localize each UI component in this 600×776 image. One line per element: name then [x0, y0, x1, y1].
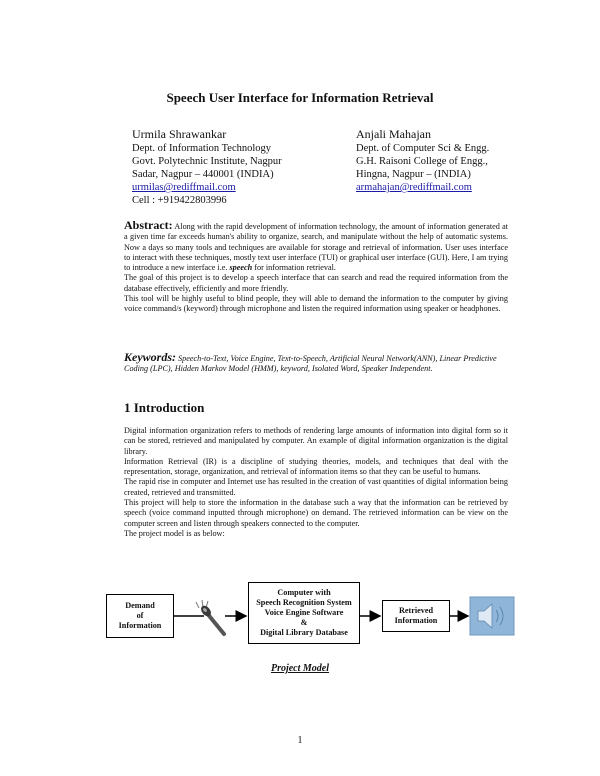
box-label-line: Retrieved — [398, 606, 434, 615]
microphone-icon — [196, 600, 224, 634]
author-email-link[interactable]: urmilas@rediffmail.com — [132, 182, 236, 193]
author-phone: Cell : +919422803996 — [132, 195, 227, 206]
abstract-paragraph: The goal of this project is to develop a speech interface that can search and read the required information from the database effectively, efficiently and more friendly. — [124, 273, 508, 293]
section-heading: 1 Introduction — [124, 400, 205, 415]
page-number: 1 — [297, 735, 303, 746]
box-label-line: of — [136, 611, 144, 620]
demand-information-box — [106, 594, 174, 638]
intro-paragraph: Digital information organization refers to methods of rendering large amounts of information into digital form so it can be stored, retrieved and manipulated by computer. An example of digital information organization is the digital library. — [124, 426, 508, 456]
abstract-label: Abstract: — [124, 218, 173, 232]
intro-paragraph: The rapid rise in computer and Internet use has resulted in the creation of vast quantities of digital information being created, retrieved and transmitted. — [124, 477, 508, 497]
abstract-text: Along with the rapid development of information technology, the amount of information generated at a given time far exceeds human's ability to organize, search, and manipulate without the help of automatic systems. Now a days so many tools and techniques are available for storage and retrieval of information. User uses interface to interact with these techniques, mostly text user interface (TUI) or graphical user interface (GUI). Here, I am trying to introduce a new interface i.e. — [124, 222, 508, 273]
project-model-diagram — [0, 580, 600, 660]
abstract-paragraph: This tool will be highly useful to blind people, they will able to demand the information to the computer by giving voice command/s (keyword) through microphone and listen the required information using speaker or headphones. — [124, 294, 508, 314]
box-label-line: Speech Recognition System — [256, 598, 352, 607]
box-label-line: Information — [394, 616, 438, 625]
author-affiliation-line: Sadar, Nagpur – 440001 (INDIA) — [132, 169, 274, 180]
box-label-line: Digital Library Database — [260, 628, 348, 637]
intro-paragraph: Information Retrieval (IR) is a discipline of studying theories, models, and techniques that deal with the representation, storage, organization, and retrieval of information items so that they can be useful to humans. — [124, 456, 508, 477]
author-affiliation-line: Dept. of Computer Sci & Engg. — [356, 143, 490, 154]
box-label-line: Demand — [125, 601, 155, 610]
author-affiliation-line: Govt. Polytechnic Institute, Nagpur — [132, 156, 282, 167]
abstract-text-end: for information retrieval. — [252, 263, 336, 273]
keywords — [124, 352, 508, 375]
box-label-line: Computer with — [277, 588, 331, 597]
author-affiliation-line: G.H. Raisoni College of Engg., — [356, 156, 488, 167]
retrieved-information-box — [382, 600, 450, 632]
box-label-line: Voice Engine Software — [264, 608, 344, 617]
keywords-text: Speech-to-Text, Voice Engine, Text-to-Speech, Artificial Neural Network(ANN), Linear Predictive Coding (LPC), Hidden Markov Model (HMM), keyword, Isolated Word, Speaker Independent. — [124, 354, 497, 374]
abstract — [124, 220, 508, 315]
introduction-body — [124, 426, 508, 539]
intro-paragraph: This project will help to store the information in the database such a way that the information can be retrieved by speech (voice command inputted through microphone) on demand. The retrieved information can be view on the computer screen and listen through speakers connected to the computer. — [124, 498, 508, 528]
box-label-line: & — [300, 618, 308, 627]
paper-title: Speech User Interface for Information Retrieval — [166, 90, 434, 105]
author-name: Anjali Mahajan — [356, 127, 431, 141]
author-block-1 — [132, 126, 352, 207]
author-affiliation-line: Dept. of Information Technology — [132, 143, 272, 154]
abstract-emphasis: speech — [229, 263, 253, 273]
keywords-label: Keywords: — [124, 350, 176, 364]
author-affiliation-line: Hingna, Nagpur – (INDIA) — [356, 169, 471, 180]
author-block-2 — [356, 126, 556, 194]
intro-paragraph: The project model is as below: — [124, 528, 225, 538]
author-email-link[interactable]: armahajan@rediffmail.com — [356, 182, 472, 193]
computer-system-box — [248, 582, 360, 644]
box-label-line: Information — [118, 621, 162, 630]
author-name: Urmila Shrawankar — [132, 127, 227, 141]
figure-caption: Project Model — [270, 663, 330, 674]
speaker-icon — [470, 597, 514, 635]
